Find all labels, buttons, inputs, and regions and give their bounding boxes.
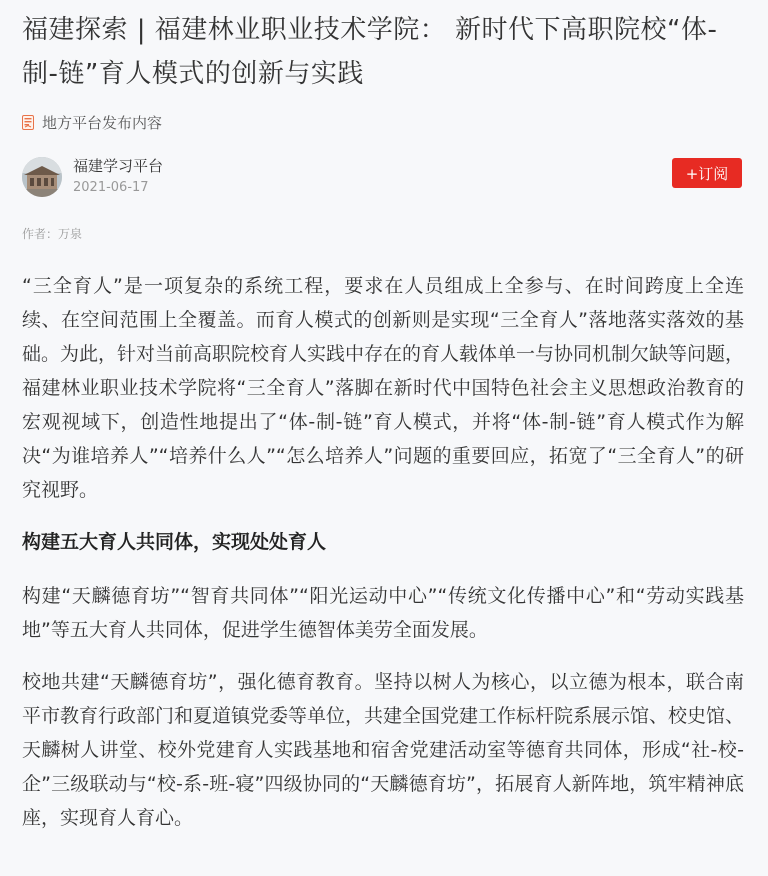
source-tag[interactable] [22, 111, 744, 133]
source-label: 地方平台发布内容 [42, 113, 163, 132]
author-row [22, 155, 744, 199]
author-meta [73, 156, 163, 198]
author-name[interactable]: 福建学习平台 [73, 157, 164, 175]
paragraph: 构建“天麟德育坊”“智育共同体”“阳光运动中心”“传统文化传播中心”和“劳动实践基地”等五大育人共同体，促进学生德智体美劳全面发展。 [22, 585, 744, 641]
publish-date: 2021-06-17 [73, 180, 149, 195]
paragraph: 校地共建“天麟德育坊”，强化德育教育。坚持以树人为核心，以立德为根本，联合南平市教育行政部门和夏道镇党委等单位，共建全国党建工作标杆院系展示馆、校史馆、天麟树人讲堂、校外党建育人实践基地和宿舍党建活动室等德育共同体，形成“社-校-企”三级联动与“校-系-班-寝”四级协同的“天麟德育坊”，拓展育人新阵地，筑牢精神底座，实现育人育心。 [22, 671, 745, 829]
avatar[interactable] [22, 157, 62, 197]
document-badge-icon [22, 115, 34, 130]
paragraph: “三全育人”是一项复杂的系统工程，要求在人员组成上全参与、在时间跨度上全连续、在空间范围上全覆盖。而育人模式的创新则是实现“三全育人”落地落实落效的基础。为此，针对当前高职院校育人实践中存在的育人载体单一与协同机制欠缺等问题，福建林业职业技术学院将“三全育人”落脚在新时代中国特色社会主义思想政治教育的宏观视域下，创造性地提出了“体-制-链”育人模式，并将“体-制-链”育人模式作为解决“为谁培养人”“培养什么人”“怎么培养人”问题的重要回应，拓宽了“三全育人”的研究视野。 [22, 275, 745, 501]
byline: 作者：万泉 [22, 227, 83, 241]
article-body [22, 269, 744, 835]
article-title: 福建探索 | 福建林业职业技术学院： 新时代下高职院校“体-制-链”育人模式的创新与实践 [22, 15, 718, 89]
section-heading: 构建五大育人共同体，实现处处育人 [22, 531, 327, 553]
subscribe-button[interactable]: +订阅 [672, 158, 742, 188]
